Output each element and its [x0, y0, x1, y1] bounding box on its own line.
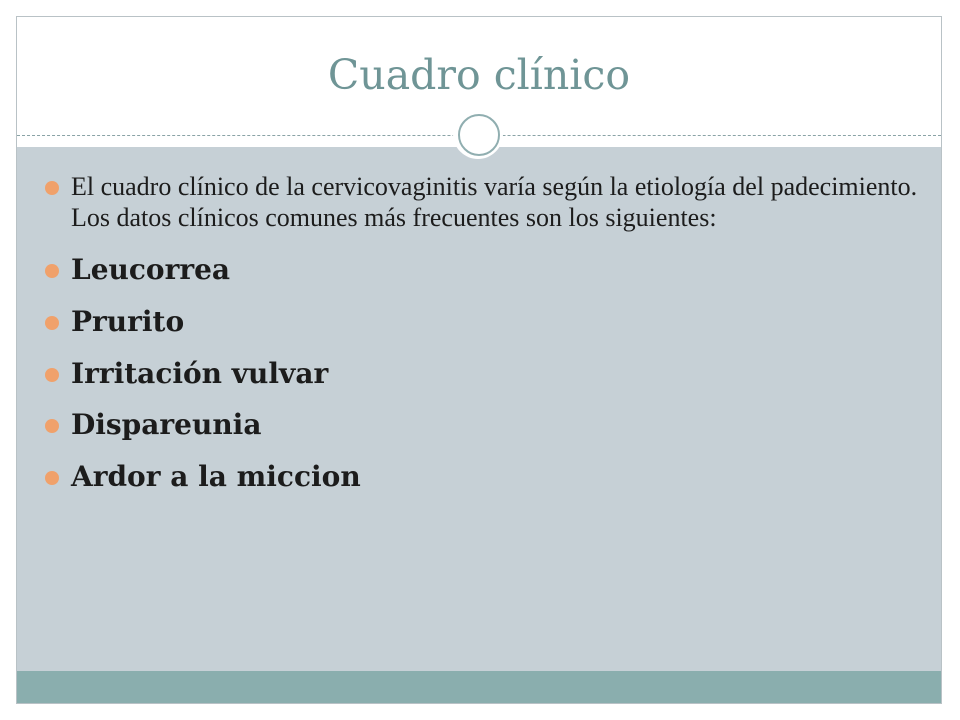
list-item-irritacion-vulvar: [45, 357, 925, 391]
list-item-text: Ardor a la miccion: [71, 459, 361, 493]
list-item-dispareunia: [45, 408, 925, 442]
intro-bullet: [45, 171, 925, 233]
footer-band: [17, 671, 941, 703]
slide-frame: [16, 16, 942, 704]
list-item-text: Leucorrea: [71, 253, 231, 287]
list-item-text: Prurito: [71, 304, 185, 338]
bullet-dot-icon: [45, 316, 59, 330]
content-area: [17, 147, 941, 671]
bullet-dot-icon: [45, 264, 59, 278]
intro-text: El cuadro clínico de la cervicovaginitis varía según la etiología del padecimiento. Los datos clínicos comunes más frecuentes son los siguientes:: [71, 172, 918, 233]
bullet-dot-icon: [45, 181, 59, 195]
bullet-dot-icon: [45, 368, 59, 382]
slide-title: Cuadro clínico: [327, 51, 631, 99]
bullet-dot-icon: [45, 471, 59, 485]
list-item-text: Irritación vulvar: [71, 356, 329, 390]
bullet-list: [45, 171, 925, 511]
list-item-ardor: [45, 460, 925, 494]
list-item-leucorrea: [45, 253, 925, 287]
list-item-text: Dispareunia: [71, 408, 262, 442]
bullet-dot-icon: [45, 419, 59, 433]
divider-circle-icon: [453, 109, 503, 159]
list-item-prurito: [45, 305, 925, 339]
divider-ring: [458, 114, 500, 156]
